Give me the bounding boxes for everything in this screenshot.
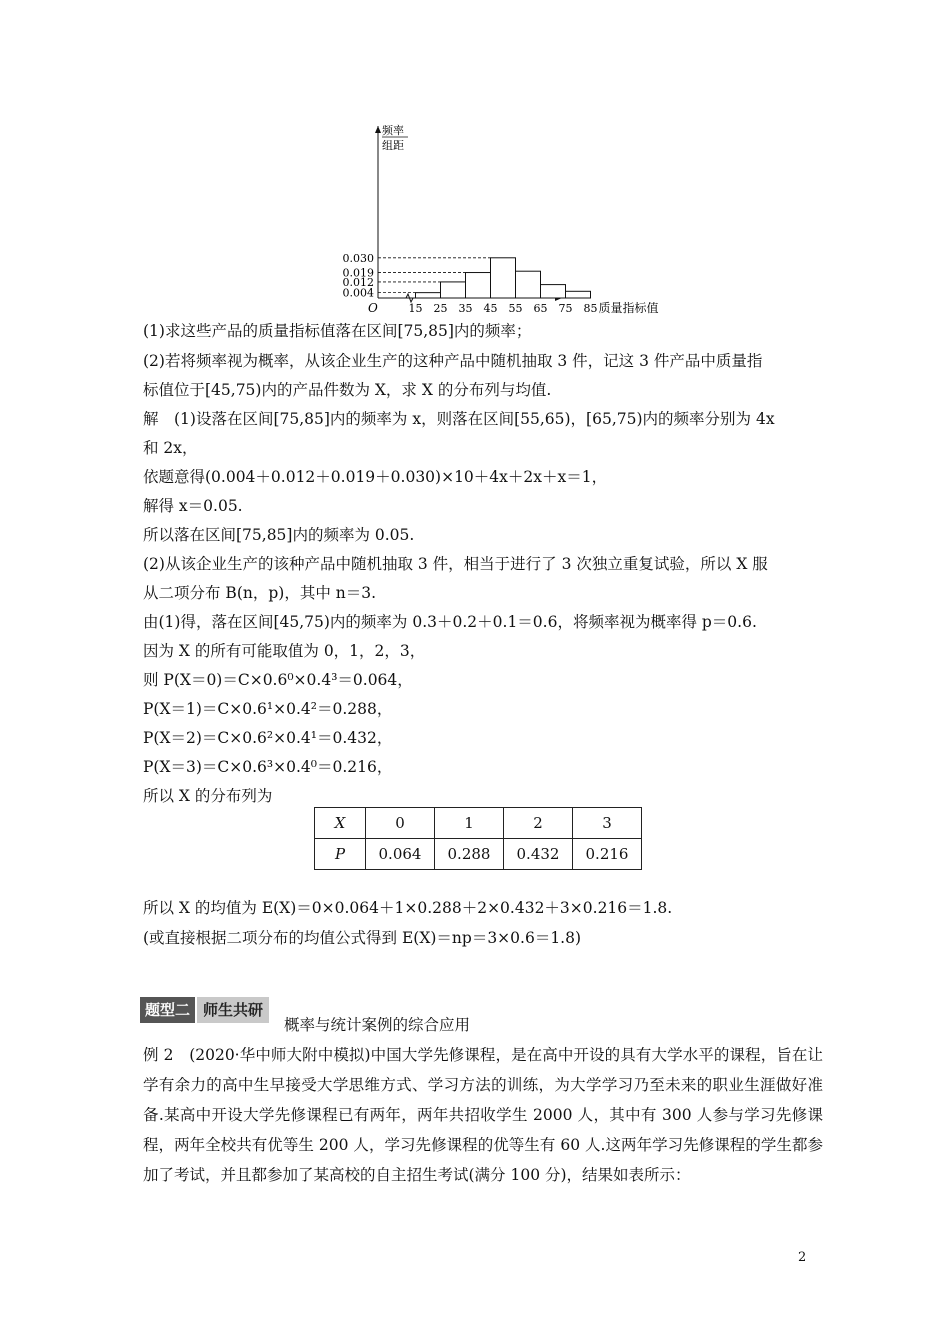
example-2-text: 例 2 (2020·华中师大附中模拟)中国大学先修课程，是在高中开设的具有大学水平的课程，旨在让学有余力的高中生早接受大学思维方式、学习方法的训练，为大学学习乃至未来的职业生涯做好准备.某高中开设大学先修课程已有两年，两年共招收学生 2000 人，其中有 300 人参与学习先修课程，两年全校共有优等生 200 人，学习先修课程的优等生有 60 人.这两年学习先修课程的学生都参加了考试，并且都参加了某高校的自主招生考试(满分 100 分)，结果如表所示： xyxy=(143,1046,823,1184)
solution-line-6: (2)从该企业生产的该种产品中随机抽取 3 件，相当于进行了 3 次独立重复试验，所以 X 服 xyxy=(143,555,768,573)
histogram-bar xyxy=(416,293,441,298)
distribution-intro: 所以 X 的分布列为 xyxy=(143,787,273,805)
distribution-table xyxy=(314,807,642,870)
table-cell: X xyxy=(315,808,366,839)
section-tag-mode: 师生共研 xyxy=(197,997,269,1023)
table-row xyxy=(315,808,642,839)
y-tick-label: 0.004 xyxy=(342,286,374,300)
solution-line-1: 解 (1)设落在区间[75,85]内的频率为 x，则落在区间[55,65)，[65,75)内的频率分别为 4x xyxy=(143,410,775,428)
x-axis-label: 质量指标值 xyxy=(598,301,659,315)
table-cell: 0.064 xyxy=(366,839,435,870)
histogram-bar xyxy=(541,285,566,298)
histogram-bar xyxy=(491,258,516,298)
solution-line-8: 由(1)得，落在区间[45,75)内的频率为 0.3＋0.2＋0.1＝0.6，将频率视为概率得 p＝0.6. xyxy=(143,613,757,631)
prob-x0: 则 P(X＝0)＝C×0.6⁰×0.4³＝0.064， xyxy=(143,671,413,689)
origin-label: O xyxy=(368,301,378,315)
table-cell: 0 xyxy=(366,808,435,839)
x-tick-label: 85 xyxy=(583,302,598,315)
alternative-line: (或直接根据二项分布的均值公式得到 E(X)＝np＝3×0.6＝1.8) xyxy=(143,929,582,947)
y-axis-label-numerator: 频率 xyxy=(382,124,404,137)
section-tag-type: 题型二 xyxy=(140,997,195,1023)
solution-line-7: 从二项分布 B(n，p)，其中 n＝3. xyxy=(143,584,377,602)
prob-x3: P(X＝3)＝C×0.6³×0.4⁰＝0.216， xyxy=(143,758,393,776)
solution-line-5: 所以落在区间[75,85]内的频率为 0.05. xyxy=(143,526,415,544)
table-cell: 0.216 xyxy=(573,839,642,870)
y-tick-label: 0.019 xyxy=(342,266,374,280)
y-axis-label-denominator: 组距 xyxy=(382,139,404,152)
solution-line-4: 解得 x＝0.05. xyxy=(143,497,243,515)
table-cell: 3 xyxy=(573,808,642,839)
table-cell: 0.288 xyxy=(435,839,504,870)
question-2-line-1: (2)若将频率视为概率，从该企业生产的这种产品中随机抽取 3 件，记这 3 件产品中质量指 xyxy=(143,352,763,370)
y-axis-arrow xyxy=(375,126,381,133)
table-cell: 1 xyxy=(435,808,504,839)
x-tick-label: 75 xyxy=(558,302,573,315)
solution-line-9: 因为 X 的所有可能取值为 0，1，2，3， xyxy=(143,642,426,660)
question-1: (1)求这些产品的质量指标值落在区间[75,85]内的频率； xyxy=(143,322,532,340)
histogram-bar xyxy=(516,271,541,298)
y-tick-label: 0.030 xyxy=(342,251,374,265)
table-cell: 0.432 xyxy=(504,839,573,870)
y-tick-label: 0.012 xyxy=(342,275,374,289)
x-tick-label: 65 xyxy=(533,302,548,315)
mean-line: 所以 X 的均值为 E(X)＝0×0.064＋1×0.288＋2×0.432＋3×0.216＝1.8. xyxy=(143,899,673,917)
histogram-bar xyxy=(441,282,466,298)
table-cell: 2 xyxy=(504,808,573,839)
histogram-bar xyxy=(466,273,491,298)
histogram-bar xyxy=(566,291,591,298)
table-cell: P xyxy=(315,839,366,870)
page-number: 2 xyxy=(798,1250,807,1265)
x-tick-label: 15 xyxy=(408,302,423,315)
prob-x2: P(X＝2)＝C×0.6²×0.4¹＝0.432， xyxy=(143,729,393,747)
frequency-histogram xyxy=(330,118,659,315)
question-2-line-2: 标值位于[45,75)内的产品件数为 X，求 X 的分布列与均值. xyxy=(143,381,552,399)
x-tick-label: 35 xyxy=(458,302,473,315)
table-row xyxy=(315,839,642,870)
section-title: 概率与统计案例的综合应用 xyxy=(284,1016,471,1034)
section-tag xyxy=(140,997,269,1023)
solution-line-3: 依题意得(0.004＋0.012＋0.019＋0.030)×10＋4x＋2x＋x＝1， xyxy=(143,468,608,486)
solution-line-2: 和 2x， xyxy=(143,439,198,457)
prob-x1: P(X＝1)＝C×0.6¹×0.4²＝0.288， xyxy=(143,700,393,718)
x-tick-label: 45 xyxy=(483,302,498,315)
x-tick-label: 55 xyxy=(508,302,523,315)
x-tick-label: 25 xyxy=(433,302,448,315)
